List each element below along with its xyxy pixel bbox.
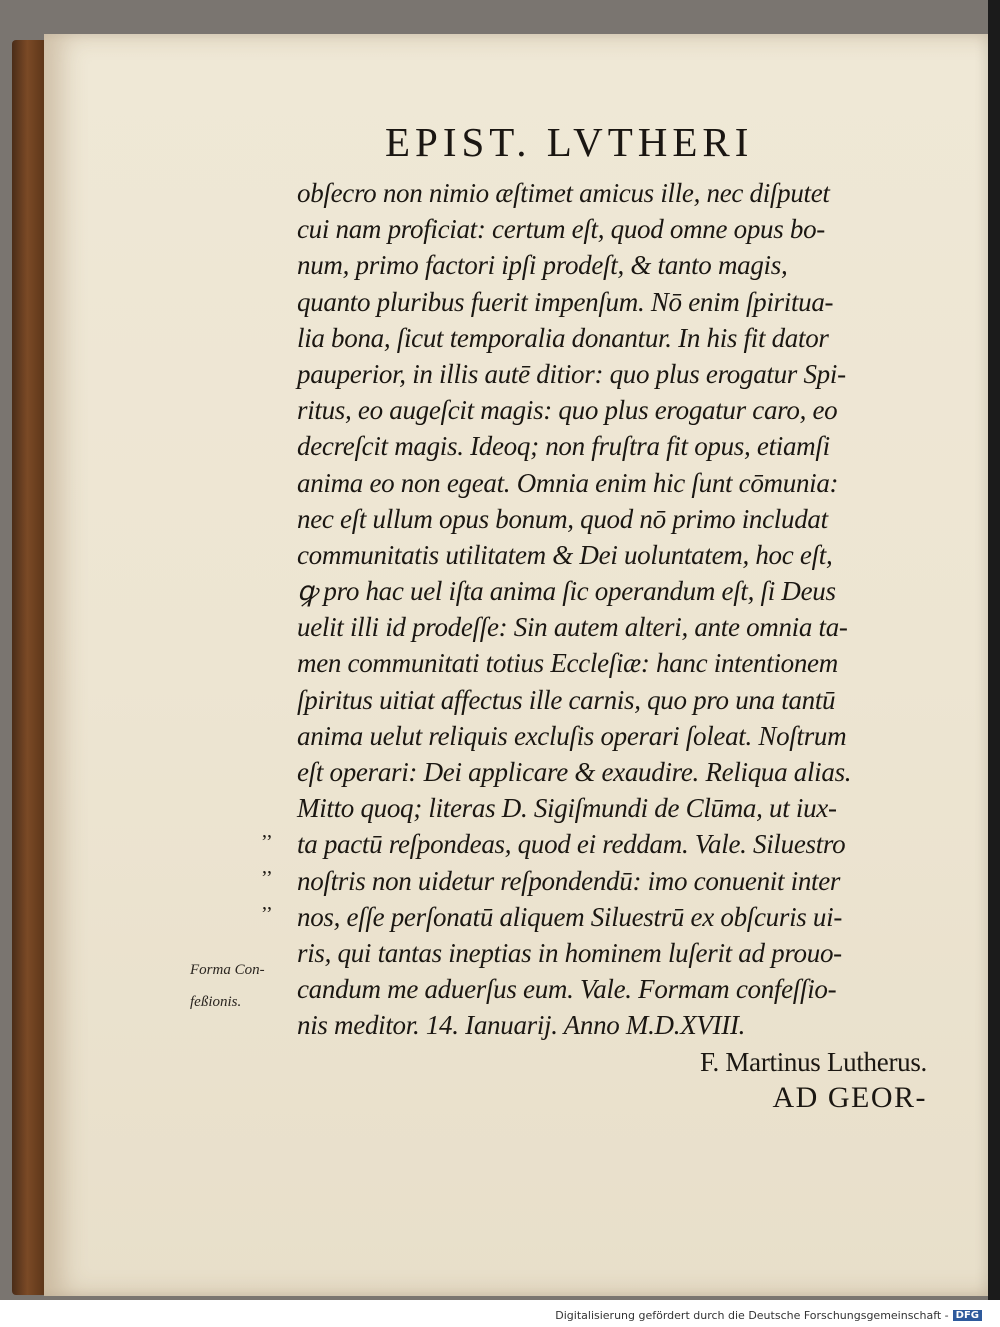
text-line: ꝙ pro hac uel iſta anima ſic operandum eſt, ſi Deus <box>297 576 836 607</box>
text-line: obſecro non nimio æſtimet amicus ille, nec diſputet <box>297 178 830 208</box>
text-line: men communitati totius Eccleſiæ: hanc intentionem <box>297 648 838 679</box>
marginal-note-line: Forma Con- <box>190 962 265 978</box>
running-head: EPIST. LVTHERI <box>385 119 754 165</box>
book-spine-edge <box>12 40 46 1295</box>
body-text <box>297 175 937 1116</box>
text-line: eſt operari: Dei applicare & exaudire. Reliqua alias. <box>297 757 852 787</box>
text-line: nec eſt ullum opus bonum, quod nō primo includat <box>297 503 828 534</box>
dfg-logo-icon: DFG <box>953 1310 982 1321</box>
text-line: anima eo non egeat. Omnia enim hic ſunt cōmunia: <box>297 467 839 498</box>
text-line: Mitto quoq; literas D. Sigiſmundi de Clūma, ut iux- <box>297 793 837 824</box>
quote-mark: ,, <box>262 856 272 878</box>
scan-border <box>988 0 1000 1300</box>
text-line: pauperior, in illis autē ditior: quo plus erogatur Spi- <box>297 358 846 389</box>
catchword: AD GEOR- <box>772 1080 927 1114</box>
quote-mark: ,, <box>262 892 272 914</box>
signature: F. Martinus Lutherus. <box>699 1046 927 1077</box>
text-line: ritus, eo augeſcit magis: quo plus erogatur caro, eo <box>297 395 838 426</box>
text-line: ſpiritus uitiat affectus ille carnis, quo pro una tantū <box>297 684 836 715</box>
footer-text: Digitalisierung gefördert durch die Deutsche Forschungsgemeinschaft - <box>555 1309 949 1322</box>
text-line: decreſcit magis. Ideoq; non fruſtra fit opus, etiamſi <box>297 431 830 462</box>
text-line: anima uelut reliquis excluſis operari ſoleat. Noſtrum <box>297 720 847 751</box>
text-line: cui nam proficiat: certum eſt, quod omne opus bo- <box>297 214 825 245</box>
text-line: num, primo factori ipſi prodeſt, & tanto magis, <box>297 250 788 281</box>
text-line: quanto pluribus fuerit impenſum. Nō enim ſpiritua- <box>297 286 834 317</box>
footer <box>555 1309 982 1322</box>
text-line: nos, eſſe perſonatū aliquem Siluestrū ex obſcuris ui- <box>297 901 843 932</box>
marginal-note-line: feßionis. <box>190 994 242 1010</box>
text-line: candum me aduerſus eum. Vale. Formam confeſſio- <box>297 974 837 1005</box>
text-line: ta pactū reſpondeas, quod ei reddam. Vale. Siluestro <box>297 829 846 860</box>
text-line: noſtris non uidetur reſpondendū: imo conuenit inter <box>297 865 841 896</box>
text-line: lia bona, ſicut temporalia donantur. In his fit dator <box>297 322 829 353</box>
text-line: nis meditor. 14. Ianuarij. Anno M.D.XVIII. <box>297 1010 746 1041</box>
text-line: ris, qui tantas ineptias in hominem luſerit ad prouo- <box>297 937 842 968</box>
text-line: communitatis utilitatem & Dei uoluntatem, hoc eſt, <box>297 539 833 570</box>
quote-mark: ,, <box>262 820 272 842</box>
text-line: uelit illi id prodeſſe: Sin autem alteri, ante omnia ta- <box>297 612 848 643</box>
